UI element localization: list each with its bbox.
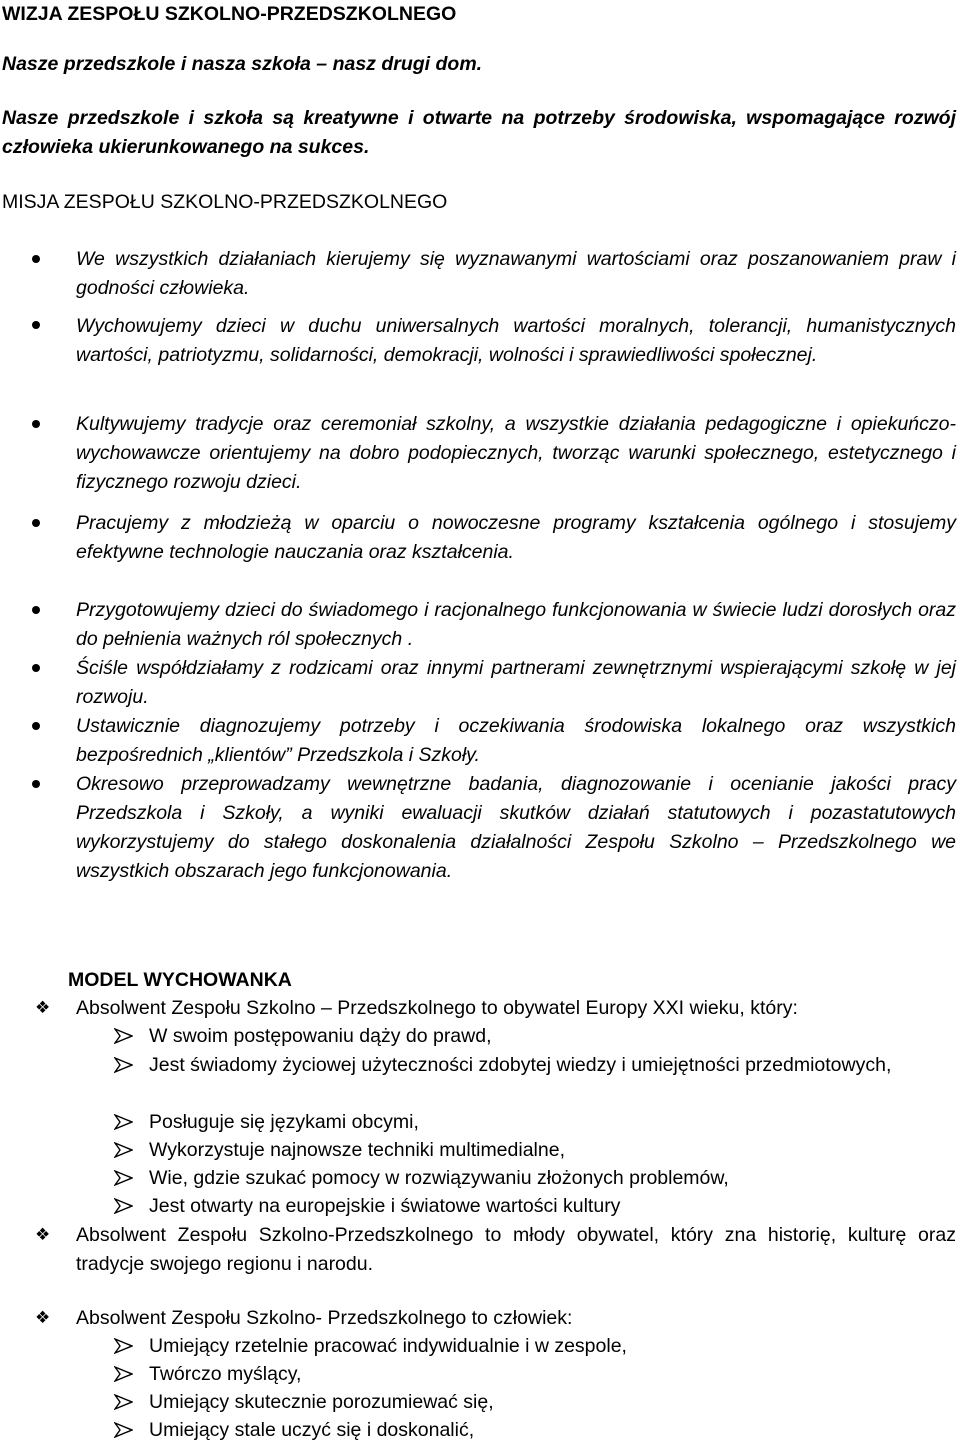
model-group-lead: Absolwent Zespołu Szkolno- Przedszkolnego to człowiek: (76, 1307, 573, 1329)
model-item: Twórczo myślący, (149, 1363, 302, 1385)
mission-item: Ustawicznie diagnozujemy potrzeby i oczekiwania środowiska lokalnego oraz wszystkich bezpośrednich „klientów” Przedszkola i Szkoły. (76, 715, 956, 766)
model-item: Jest otwarty na europejskie i światowe wartości kultury (149, 1195, 621, 1217)
arrowhead-bullet-icon (114, 1142, 133, 1158)
mission-item: Przygotowujemy dzieci do świadomego i racjonalnego funkcjonowania w świecie ludzi dorosłych oraz do pełnienia ważnych ról społecznych . (76, 599, 956, 650)
mission-item: Wychowujemy dzieci w duchu uniwersalnych wartości moralnych, tolerancji, humanistycznych wartości, patriotyzmu, solidarności, demokracji, wolności i sprawiedliwości społecznej. (76, 315, 956, 366)
bullet-icon (32, 606, 40, 614)
mission-heading: MISJA ZESPOŁU SZKOLNO-PRZEDSZKOLNEGO (2, 191, 448, 213)
vision-motto: Nasze przedszkole i nasza szkoła – nasz drugi dom. (2, 53, 483, 75)
bullet-icon (32, 722, 40, 730)
vision-statement: Nasze przedszkole i szkoła są kreatywne i otwarte na potrzeby środowiska, wspomagające rozwój człowieka ukierunkowanego na sukces. (2, 107, 956, 158)
mission-item: Okresowo przeprowadzamy wewnętrzne badania, diagnozowanie i ocenianie jakości pracy Przedszkola i Szkoły, a wyniki ewaluacji skutków działań statutowych i pozastatutowych wykorzystujemy do stałego doskonalenia działalności Zespołu Szkolno – Przedszkolnego we wszystkich obszarach jego funkcjonowania. (76, 773, 956, 882)
model-item: Wie, gdzie szukać pomocy w rozwiązywaniu złożonych problemów, (149, 1167, 729, 1189)
arrowhead-bullet-icon (114, 1170, 133, 1186)
arrowhead-bullet-icon (114, 1114, 133, 1130)
model-item: Umiejący stale uczyć się i doskonalić, (149, 1419, 475, 1441)
bullet-icon (32, 321, 40, 329)
four-diamond-bullet-icon: ❖ (35, 1308, 51, 1328)
bullet-icon (32, 780, 40, 788)
model-item: Wykorzystuje najnowsze techniki multimedialne, (149, 1139, 565, 1161)
four-diamond-bullet-icon: ❖ (35, 998, 51, 1018)
vision-heading: WIZJA ZESPOŁU SZKOLNO-PRZEDSZKOLNEGO (2, 3, 457, 25)
model-item: Posługuje się językami obcymi, (149, 1111, 419, 1133)
model-group-lead: Absolwent Zespołu Szkolno – Przedszkolnego to obywatel Europy XXI wieku, który: (76, 997, 798, 1019)
mission-item: Kultywujemy tradycje oraz ceremoniał szkolny, a wszystkie działania pedagogiczne i opiekuńczo-wychowawcze orientujemy na dobro podopiecznych, tworząc warunki społecznego, estetycznego i fizycznego rozwoju dzieci. (76, 413, 956, 493)
four-diamond-bullet-icon: ❖ (35, 1225, 51, 1245)
bullet-icon (32, 255, 40, 263)
model-item: Umiejący rzetelnie pracować indywidualnie i w zespole, (149, 1335, 627, 1357)
mission-item: Pracujemy z młodzieżą w oparciu o nowoczesne programy kształcenia ogólnego i stosujemy efektywne technologie nauczania oraz kształcenia. (76, 512, 956, 563)
arrowhead-bullet-icon (114, 1394, 133, 1410)
arrowhead-bullet-icon (114, 1422, 133, 1438)
model-heading: MODEL WYCHOWANKA (68, 969, 292, 991)
model-item: Jest świadomy życiowej użyteczności zdobytej wiedzy i umiejętności przedmiotowych, (149, 1054, 892, 1076)
bullet-icon (32, 420, 40, 428)
mission-item: We wszystkich działaniach kierujemy się wyznawanymi wartościami oraz poszanowaniem praw i godności człowieka. (76, 248, 956, 299)
bullet-icon (32, 664, 40, 672)
arrowhead-bullet-icon (114, 1198, 133, 1214)
arrowhead-bullet-icon (114, 1057, 133, 1073)
mission-item: Ściśle współdziałamy z rodzicami oraz innymi partnerami zewnętrznymi wspierającymi szkołę w jej rozwoju. (76, 657, 956, 708)
arrowhead-bullet-icon (114, 1366, 133, 1382)
model-item: Umiejący skutecznie porozumiewać się, (149, 1391, 494, 1413)
arrowhead-bullet-icon (114, 1338, 133, 1354)
arrowhead-bullet-icon (114, 1028, 133, 1044)
bullet-icon (32, 519, 40, 527)
model-group-lead: Absolwent Zespołu Szkolno-Przedszkolnego to młody obywatel, który zna historię, kulturę oraz tradycje swojego regionu i narodu. (76, 1224, 956, 1275)
model-item: W swoim postępowaniu dąży do prawd, (149, 1025, 492, 1047)
